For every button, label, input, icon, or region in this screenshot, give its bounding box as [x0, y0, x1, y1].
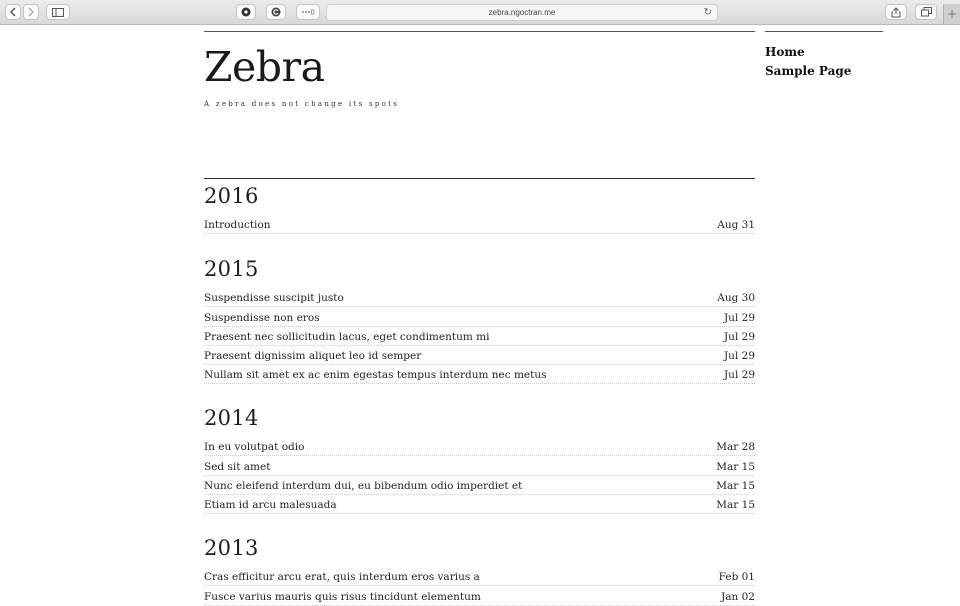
- post-date: Aug 30: [717, 292, 755, 305]
- post-title[interactable]: Praesent nec sollicitudin lacus, eget condimentum mi: [204, 330, 490, 343]
- post-row[interactable]: [204, 476, 755, 495]
- post-date: Feb 01: [718, 571, 755, 584]
- post-row[interactable]: [204, 307, 755, 326]
- post-title[interactable]: Sed sit amet: [204, 460, 271, 473]
- back-icon: [9, 7, 17, 17]
- post-title[interactable]: In eu volutpat odio: [204, 441, 305, 454]
- post-row[interactable]: [204, 327, 755, 346]
- year-heading: 2016: [204, 184, 259, 208]
- post-title[interactable]: Etiam id arcu malesuada: [204, 499, 337, 512]
- post-row[interactable]: [204, 456, 755, 475]
- post-title[interactable]: Praesent dignissim aliquet leo id semper: [204, 350, 422, 363]
- post-row[interactable]: [204, 346, 755, 365]
- privacy-button[interactable]: [236, 4, 256, 20]
- forward-icon: [27, 7, 35, 17]
- post-date: Jan 02: [721, 590, 755, 603]
- post-list: [204, 288, 755, 384]
- post-title[interactable]: Suspendisse suscipit justo: [204, 292, 344, 305]
- archive-year-2013: [204, 538, 755, 606]
- post-date: Mar 15: [716, 499, 755, 512]
- site-tagline: A zebra does not change its spots: [204, 100, 400, 108]
- post-date: Jul 29: [723, 350, 755, 363]
- post-list: [204, 437, 755, 514]
- nav-link-home[interactable]: Home: [765, 45, 805, 59]
- sidebar-nav: [765, 31, 883, 81]
- site-title[interactable]: Zebra: [204, 43, 325, 91]
- share-icon: [891, 7, 901, 18]
- archive-year-2014: [204, 408, 755, 514]
- post-title[interactable]: Introduction: [204, 219, 271, 232]
- browser-toolbar: [0, 0, 960, 25]
- nav-link-sample-page[interactable]: Sample Page: [765, 64, 852, 78]
- reload-icon[interactable]: ↻: [703, 7, 712, 18]
- post-row[interactable]: [204, 586, 755, 605]
- post-row[interactable]: [204, 365, 755, 384]
- post-date: Jul 29: [723, 330, 755, 343]
- post-row[interactable]: [204, 567, 755, 586]
- year-heading: 2015: [204, 257, 259, 281]
- extension-icon: [271, 7, 281, 17]
- privacy-icon: [241, 7, 251, 17]
- post-row[interactable]: [204, 437, 755, 456]
- main-content: [204, 31, 755, 603]
- post-title[interactable]: Nullam sit amet ex ac enim egestas tempus interdum nec metus: [204, 369, 547, 382]
- new-tab-button[interactable]: [943, 4, 960, 24]
- post-date: Aug 31: [717, 219, 755, 232]
- url-text: zebra.ngoctran.me: [488, 8, 556, 17]
- forward-button[interactable]: [23, 4, 39, 20]
- post-date: Jul 29: [723, 311, 755, 324]
- post-title[interactable]: Suspendisse non eros: [204, 311, 320, 324]
- post-title[interactable]: Cras efficitur arcu erat, quis interdum eros varius a: [204, 571, 480, 584]
- post-title[interactable]: Fusce varius mauris quis risus tincidunt elementum: [204, 590, 481, 603]
- post-list: [204, 215, 755, 234]
- extension-button[interactable]: [266, 4, 286, 20]
- reader-button[interactable]: [296, 4, 320, 20]
- post-title[interactable]: Nunc eleifend interdum dui, eu bibendum odio imperdiet et: [204, 479, 523, 492]
- year-heading: 2013: [204, 536, 259, 560]
- tabs-button[interactable]: [915, 4, 937, 20]
- address-bar[interactable]: [326, 4, 718, 21]
- sidebar-icon: [52, 8, 64, 17]
- post-date: Mar 15: [716, 460, 755, 473]
- post-date: Mar 28: [716, 441, 755, 454]
- reader-icon: [301, 9, 315, 15]
- plus-icon: +: [946, 7, 958, 21]
- post-row[interactable]: [204, 215, 755, 234]
- tabs-icon: [921, 7, 932, 17]
- year-heading: 2014: [204, 406, 259, 430]
- content-rule: [204, 178, 755, 179]
- post-row[interactable]: [204, 495, 755, 514]
- post-date: Mar 15: [716, 479, 755, 492]
- header-rule: [204, 31, 755, 32]
- post-row[interactable]: [204, 288, 755, 307]
- share-button[interactable]: [885, 4, 907, 20]
- archive-year-2016: [204, 186, 755, 234]
- sidebar-button[interactable]: [46, 4, 70, 20]
- back-button[interactable]: [5, 4, 21, 20]
- archive-year-2015: [204, 259, 755, 384]
- post-date: Jul 29: [723, 369, 755, 382]
